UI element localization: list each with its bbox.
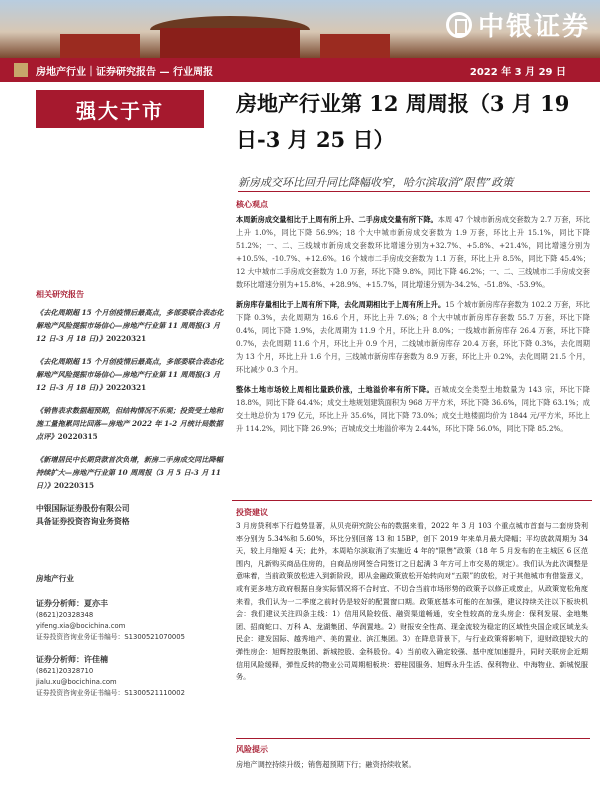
investment-section (232, 500, 592, 728)
core-paragraph-inventory (236, 298, 590, 376)
analyst-name: 证券分析师：许佳楠 (36, 654, 108, 664)
related-report-title[interactable]: 《新增居民中长期贷款首次负增，新房二手房成交同比降幅持续扩大—房地产行业第 10 周周报（3 月 5 日-3 月 11 日）》 (36, 455, 223, 490)
brand-logo (446, 6, 590, 43)
palace-image-part (320, 34, 390, 58)
analyst-phone: (8621)20328348 (36, 611, 94, 619)
core-paragraph-sales (236, 213, 590, 291)
related-report[interactable] (36, 306, 228, 345)
related-report[interactable] (36, 355, 228, 394)
bar-marker-icon (14, 63, 28, 77)
rating-badge: 强大于市 (36, 90, 204, 128)
paragraph-body: 3 月房贷利率下行趋势显著，从贝壳研究院公布的数据来看，2022 年 3 月 103 个重点城市首套与二套房贷利率分别为 5.34%和 5.60%，环比分别回落 13 和 15BP，创下 2019 年来单月最大降幅；平均放款周期为 34 天，较上月缩短 4 天；此外，本周哈尔滨取消了实施近 4 年的“限售”政策（18 年 5 月发布的在主城区 6 区范围内，凡新购买商品住房的，自商品房网签合同签订之日起满 3 年方可上市交易的规定）。我们认为此次调整是意味着，当前政策放松进入到新阶段，即从金融政策放松开始转向对“五限”的放松，对于其他城市有借鉴意义，或有更多地方政府根据自身实际情况将不合时宜、不切合当前市场形势的政策予以修正或废止，从政策宽松角度来看，我们认为一二季度之前时仍是较好的配置窗口期。政策底基本可能的在加强，建议持续关注以下板块机会：我们建议关注四条主线：1）信用风险较低、融资渠道畅通，安全性较高的龙头房企：保利发展、金地集团、招商蛇口、万科 A、龙湖集团、华润置地。2）财报安全性高、现金流较为稳定的区域性央国企或区域龙头民企：建发国际、越秀地产、美的置业、滨江集团。3）在降息背景下，与行业政策将影响下，迎财政提较大的弹性房企：旭辉控股集团、新城控股、金科股份。4）当前收入确定较强、基中度加速提升，同时关联房企近期信用风险缓释，弹性反转的物业公司周期相板块：碧桂园服务、旭辉永升生活、保利物业、中海物业、新城悦服务。 (236, 521, 588, 682)
boc-logo-icon (446, 12, 472, 38)
paragraph-body: 百城成交全类型土地数量为 143 宗，环比下降 18.8%，同比下降 64.4%；成交土地规划建筑面积为 968 万平方米，环比下降 36.6%，同比下降 63.1%；成交土地总价为 179 亿元，环比上升 35.6%，同比下降 73.0%；成交土地楼面均价为 1844 元/平方米，环比上升 114.2%，同比下降 26.9%；百城成交土地溢价率为 2.44%，环比下降 56.0%，同比下降 85.2%。 (236, 385, 590, 433)
invest-heading: 投资建议 (236, 507, 268, 517)
related-report-title[interactable]: 《销售表求数据超预期，但结构情况不乐观；投资受土地和施工量拖累同比回落—房地产 2022 年 1-2 月统计局数据点评》 (36, 406, 223, 441)
report-subtitle: 新房成交环比回升同比降幅收窄，哈尔滨取消“限售”政策 (238, 176, 514, 189)
related-report-date: 20220315 (57, 432, 98, 441)
logo-text: 中银证券 (477, 12, 590, 42)
industry-label: 房地产行业 (36, 574, 74, 583)
paragraph-lead: 整体土地市场较上周相比量跌价涨，土地溢价率有所下降。 (236, 385, 435, 394)
sidebar (36, 288, 228, 699)
analyst-block (36, 572, 228, 699)
related-heading: 相关研究报告 (36, 289, 84, 299)
analyst-name: 证券分析师：夏亦丰 (36, 598, 108, 608)
analyst-phone: (8621)20328710 (36, 667, 94, 675)
analyst-cert: 证券投资咨询业务证书编号：S1300521070005 (36, 633, 185, 641)
header-banner (0, 0, 600, 58)
related-report[interactable] (36, 453, 228, 492)
paragraph-body: 本周 47 个城市新房成交套数为 2.7 万套，环比上升 1.0%，同比下降 56.9%；18 个大中城市新房成交套数为 1.9 万套，环比上升 15.1%，同比下降 51.2%；一、二、三线城市新房成交套数环比增速分别为+32.7%、+5.8%、+21.4%，同比增速分别为+10.5%、-10.7%、+12.6%。16 个城市二手房成交套数为 1.1 万套，环比上升 8.5%，同比下降 45.4%；12 大中城市二手房成交套数为 1.0 万套，环比下降 9.8%，同比下降 46.2%；一、二、三线城市二手房成交套数环比增速分别为+15.8%、+28.9%、+15.7%，同比增速分别为-34.2%、-51.8%、-53.9%。 (236, 215, 590, 289)
related-report-date: 20220321 (106, 383, 147, 392)
analyst-email[interactable]: yifeng.xia@bocichina.com (36, 622, 126, 630)
core-heading: 核心观点 (236, 199, 268, 209)
risk-heading: 风险提示 (236, 744, 268, 754)
risk-text: 房地产调控持续升级；销售超预期下行；融资持续收紧。 (236, 760, 416, 769)
paragraph-body: 15 个城市新房库存套数为 102.2 万套，环比下降 0.3%，去化周期为 16.6 个月，环比上升 7.6%；8 个大中城市新房库存套数 55.7 万套，环比下降 0.4%，同比下降 1.9%，去化周期为 11.9 个月，环比上升 8.0%；一线城市新房库存 26.4 万套，环比下降 0.7%，去化周期 11.6 个月，环比上升 0.9 个月，二线城市新房库存 20.4 万套，环比下降 0.3%，去化周期为 13 个月，环比上升 1.6 个月，三线城市新房库存套数为 8.9 万套，环比上升 0.2%，去化周期 21.5 个月，环比减少 0.3 个月。 (236, 300, 590, 374)
risk-section (236, 738, 590, 771)
title-divider (238, 191, 590, 192)
related-report[interactable] (36, 404, 228, 443)
related-report-title[interactable]: 《去化周期超 15 个月创疫情后最高点，多部委联合表态化解地产风险提振市场信心—房地产行业第 11 周周报(3 月 12 日-3 月 18 日)》 (36, 357, 224, 392)
core-views (236, 198, 590, 442)
organization-name: 中银国际证券股份有限公司 具备证券投资咨询业务资格 (36, 504, 130, 526)
analyst-email[interactable]: jialu.xu@bocichina.com (36, 678, 117, 686)
report-bar (0, 58, 600, 82)
invest-paragraph (236, 520, 588, 684)
paragraph-lead: 本周新房成交量相比于上周有所上升、二手房成交量有所下降。 (236, 215, 438, 224)
report-date: 2022 年 3 月 29 日 (469, 66, 566, 78)
palace-image (160, 28, 300, 58)
report-title: 房地产行业第 12 周周报（3 月 19 日-3 月 25 日） (236, 91, 570, 152)
paragraph-lead: 新房库存量相比于上周有所下降，去化周期相比于上周有所上升。 (236, 300, 446, 309)
core-paragraph-land (236, 383, 590, 435)
related-report-title[interactable]: 《去化周期超 15 个月创疫情后最高点，多部委联合表态化解地产风险提振市场信心—房地产行业第 11 周周报(3 月 12 日-3 月 18 日)》 (36, 308, 224, 343)
related-report-date: 20220321 (106, 334, 147, 343)
palace-image-part (60, 34, 140, 58)
related-report-date: 20220315 (53, 481, 94, 490)
analyst-cert: 证券投资咨询业务证书编号：S1300521110002 (36, 689, 185, 697)
report-category: 房地产行业｜证券研究报告 — 行业周报 (36, 66, 213, 78)
